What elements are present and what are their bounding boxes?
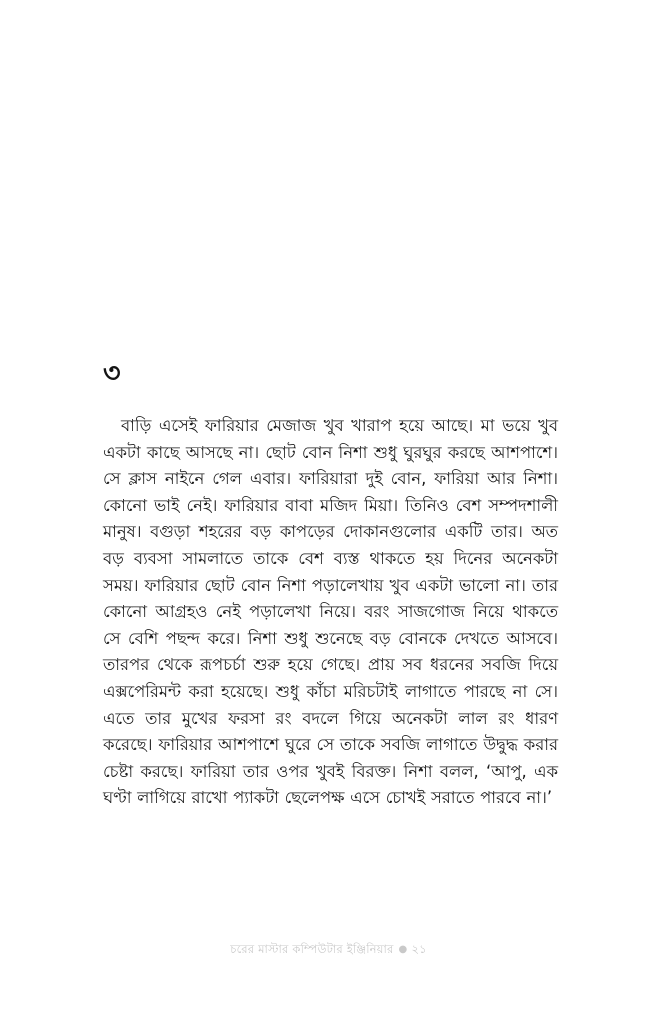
page-content [103, 360, 558, 812]
page-footer [0, 940, 663, 958]
chapter-number-heading: ৩ [103, 358, 121, 389]
footer-book-title: চরের মাস্টার কম্পিউটার ইঞ্জিনিয়ার [230, 942, 394, 956]
footer-page-number: ২১ [411, 942, 427, 956]
body-paragraph: বাড়ি এসেই ফারিয়ার মেজাজ খুব খারাপ হয়ে আছে। মা ভয়ে খুব একটা কাছে আসছে না। ছোট বোন নিশা শুধু ঘুরঘুর করছে আশপাশে। সে ক্লাস নাইনে গেল এবার। ফারিয়ারা দুই বোন, ফারিয়া আর নিশা। কোনো ভাই নেই। ফারিয়ার বাবা মজিদ মিয়া। তিনিও বেশ সম্পদশালী মানুষ। বগুড়া শহরের বড় কাপড়ের দোকানগুলোর একটি তার। অত বড় ব্যবসা সামলাতে তাকে বেশ ব্যস্ত থাকতে হয় দিনের অনেকটা সময়। ফারিয়ার ছোট বোন নিশা পড়ালেখায় খুব একটা ভালো না। তার কোনো আগ্রহও নেই পড়ালেখা নিয়ে। বরং সাজগোজ নিয়ে থাকতে সে বেশি পছন্দ করে। নিশা শুধু শুনেছে বড় বোনকে দেখতে আসবে। তারপর থেকে রূপচর্চা শুরু হয়ে গেছে। প্রায় সব ধরনের সবজি দিয়ে এক্সপেরিমন্ট করা হয়েছে। শুধু কাঁচা মরিচটাই লাগাতে পারছে না সে। এতে তার মুখের ফরসা রং বদলে গিয়ে অনেকটা লাল রং ধারণ করেছে। ফারিয়ার আশপাশে ঘুরে সে তাকে সবজি লাগাতে উদ্বুদ্ধ করার চেষ্টা করছে। ফারিয়া তার ওপর খুবই বিরক্ত। নিশা বলল, ‘আপু, এক ঘণ্টা লাগিয়ে রাখো প্যাকটা ছেলেপক্ষ এসে চোখই সরাতে পারবে না।’ [103, 416, 558, 808]
footer-line [230, 941, 427, 958]
footer-separator-bullet-icon: ● [398, 944, 408, 955]
